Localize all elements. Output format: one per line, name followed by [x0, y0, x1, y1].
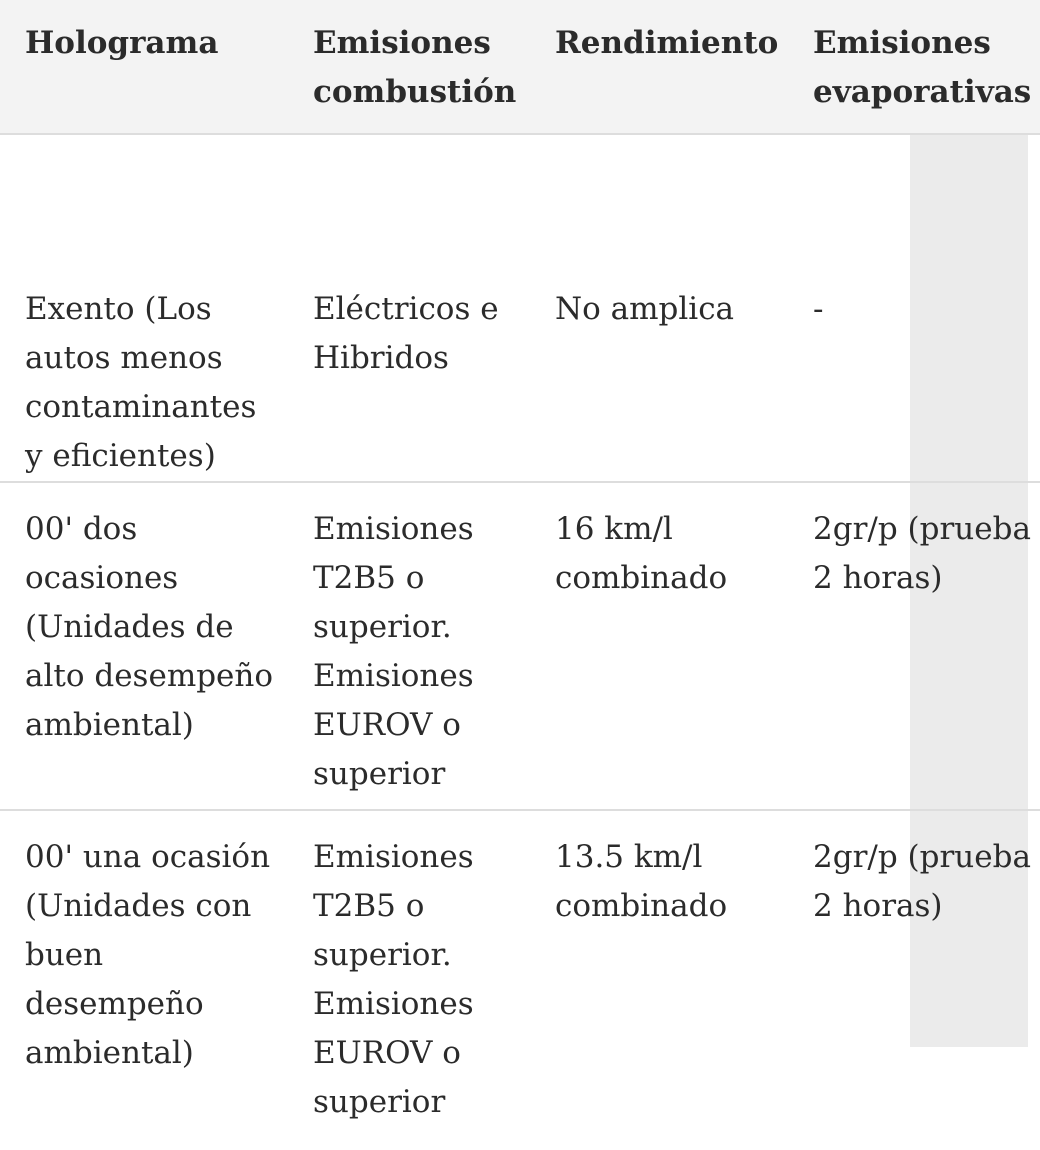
cell-emisiones-combustion: Emisiones T2B5 o superior. Emisiones EUROV o superior — [288, 482, 530, 810]
table-row — [0, 134, 1040, 482]
cell-holograma: Exento (Los autos menos contaminantes y eficientes) — [0, 134, 288, 482]
table-row — [0, 482, 1040, 810]
table-row — [0, 810, 1040, 1150]
header-emisiones-evaporativas: Emisiones evaporativas — [788, 0, 1040, 134]
header-row — [0, 0, 1040, 134]
cell-emisiones-combustion: Eléctricos e Hibridos — [288, 134, 530, 482]
cell-holograma: 00' dos ocasiones (Unidades de alto desempeño ambiental) — [0, 482, 288, 810]
cell-rendimiento: 13.5 km/l combinado — [555, 839, 728, 924]
cell-rendimiento: No amplica — [530, 134, 788, 482]
cell-rendimiento: 16 km/l combinado — [530, 482, 788, 810]
table-body — [0, 134, 1040, 1150]
cell-emisiones-combustion: Emisiones T2B5 o superior. Emisiones EUROV o superior — [313, 839, 474, 1120]
cell-holograma: 00' una ocasión (Unidades con buen desempeño ambiental) — [25, 839, 271, 1071]
table-header — [0, 0, 1040, 134]
header-rendimiento: Rendimiento — [530, 0, 788, 134]
cell-emisiones-evaporativas: 2gr/p (prueba 2 horas) — [788, 482, 1040, 810]
header-holograma: Holograma — [0, 0, 288, 134]
cell-emisiones-evaporativas: 2gr/p (prueba 2 horas) — [813, 839, 1031, 924]
header-emisiones-combustion: Emisiones combustión — [288, 0, 530, 134]
cell-emisiones-evaporativas: - — [788, 134, 1040, 482]
